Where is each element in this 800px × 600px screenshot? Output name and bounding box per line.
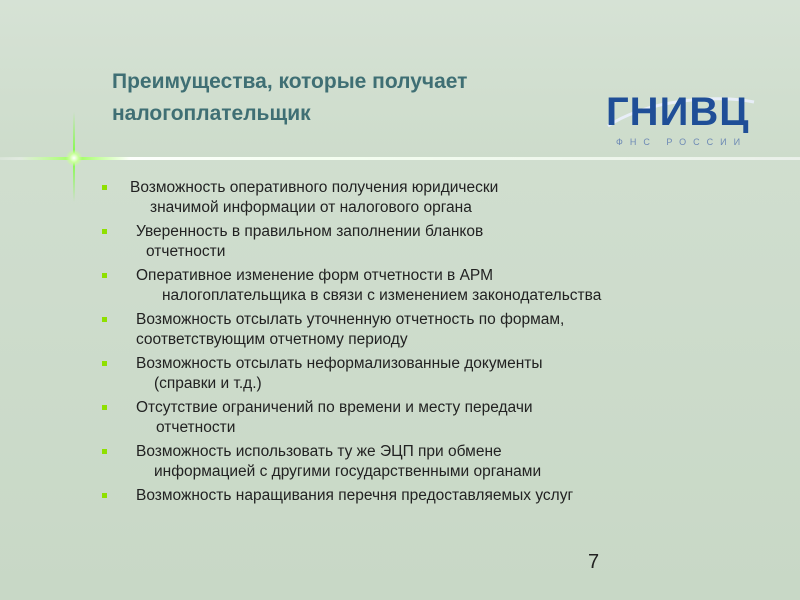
list-item-line-2: значимой информации от налогового органа: [150, 199, 472, 216]
list-item-line-2: информацией с другими государственными органами: [154, 463, 542, 480]
list-item-line-2: отчетности: [156, 419, 236, 436]
list-item: [102, 310, 762, 350]
list-item-line-2: налогоплательщика в связи с изменением законодательства: [162, 287, 602, 304]
list-item-line-1: Возможность отсылать уточненную отчетность по формам,: [136, 311, 565, 328]
benefits-list: [102, 178, 762, 510]
list-item-line-1: Отсутствие ограничений по времени и месту передачи: [136, 399, 533, 416]
bullet-square-icon: [102, 185, 107, 190]
list-item: [102, 398, 762, 438]
bullet-square-icon: [102, 405, 107, 410]
bullet-square-icon: [102, 361, 107, 366]
page-number: 7: [588, 551, 600, 573]
bullet-square-icon: [102, 449, 107, 454]
gnivc-logo: [606, 92, 766, 152]
list-item-line-1: Уверенность в правильном заполнении бланков: [136, 223, 484, 240]
slide-title-line-1: Преимущества, которые получает: [112, 70, 468, 93]
logo-wordmark: ГНИВЦ: [606, 90, 750, 134]
list-item-line-1: Возможность оперативного получения юридически: [130, 179, 499, 196]
slide-title: [112, 66, 582, 130]
bullet-square-icon: [102, 273, 107, 278]
bullet-square-icon: [102, 229, 107, 234]
list-item-line-1: Возможность отсылать неформализованные документы: [136, 355, 543, 372]
list-item: [102, 442, 762, 482]
bullet-square-icon: [102, 493, 107, 498]
list-item: [102, 486, 762, 506]
list-item-line-2: (справки и т.д.): [154, 375, 262, 392]
list-item: [102, 354, 762, 394]
sparkle-icon: [66, 150, 82, 166]
list-item-line-2: отчетности: [146, 243, 226, 260]
logo-subtitle: ФНС РОССИИ: [616, 137, 748, 147]
bullet-square-icon: [102, 317, 107, 322]
list-item-line-1: Оперативное изменение форм отчетности в АРМ: [136, 267, 493, 284]
list-item: [102, 222, 762, 262]
list-item: [102, 178, 762, 218]
list-item: [102, 266, 762, 306]
list-item-line-1: Возможность использовать ту же ЭЦП при обмене: [136, 443, 502, 460]
list-item-line-1: Возможность наращивания перечня предоставляемых услуг: [136, 487, 574, 504]
slide-title-line-2: налогоплательщик: [112, 102, 311, 125]
list-item-line-2: соответствующим отчетному периоду: [136, 331, 408, 348]
